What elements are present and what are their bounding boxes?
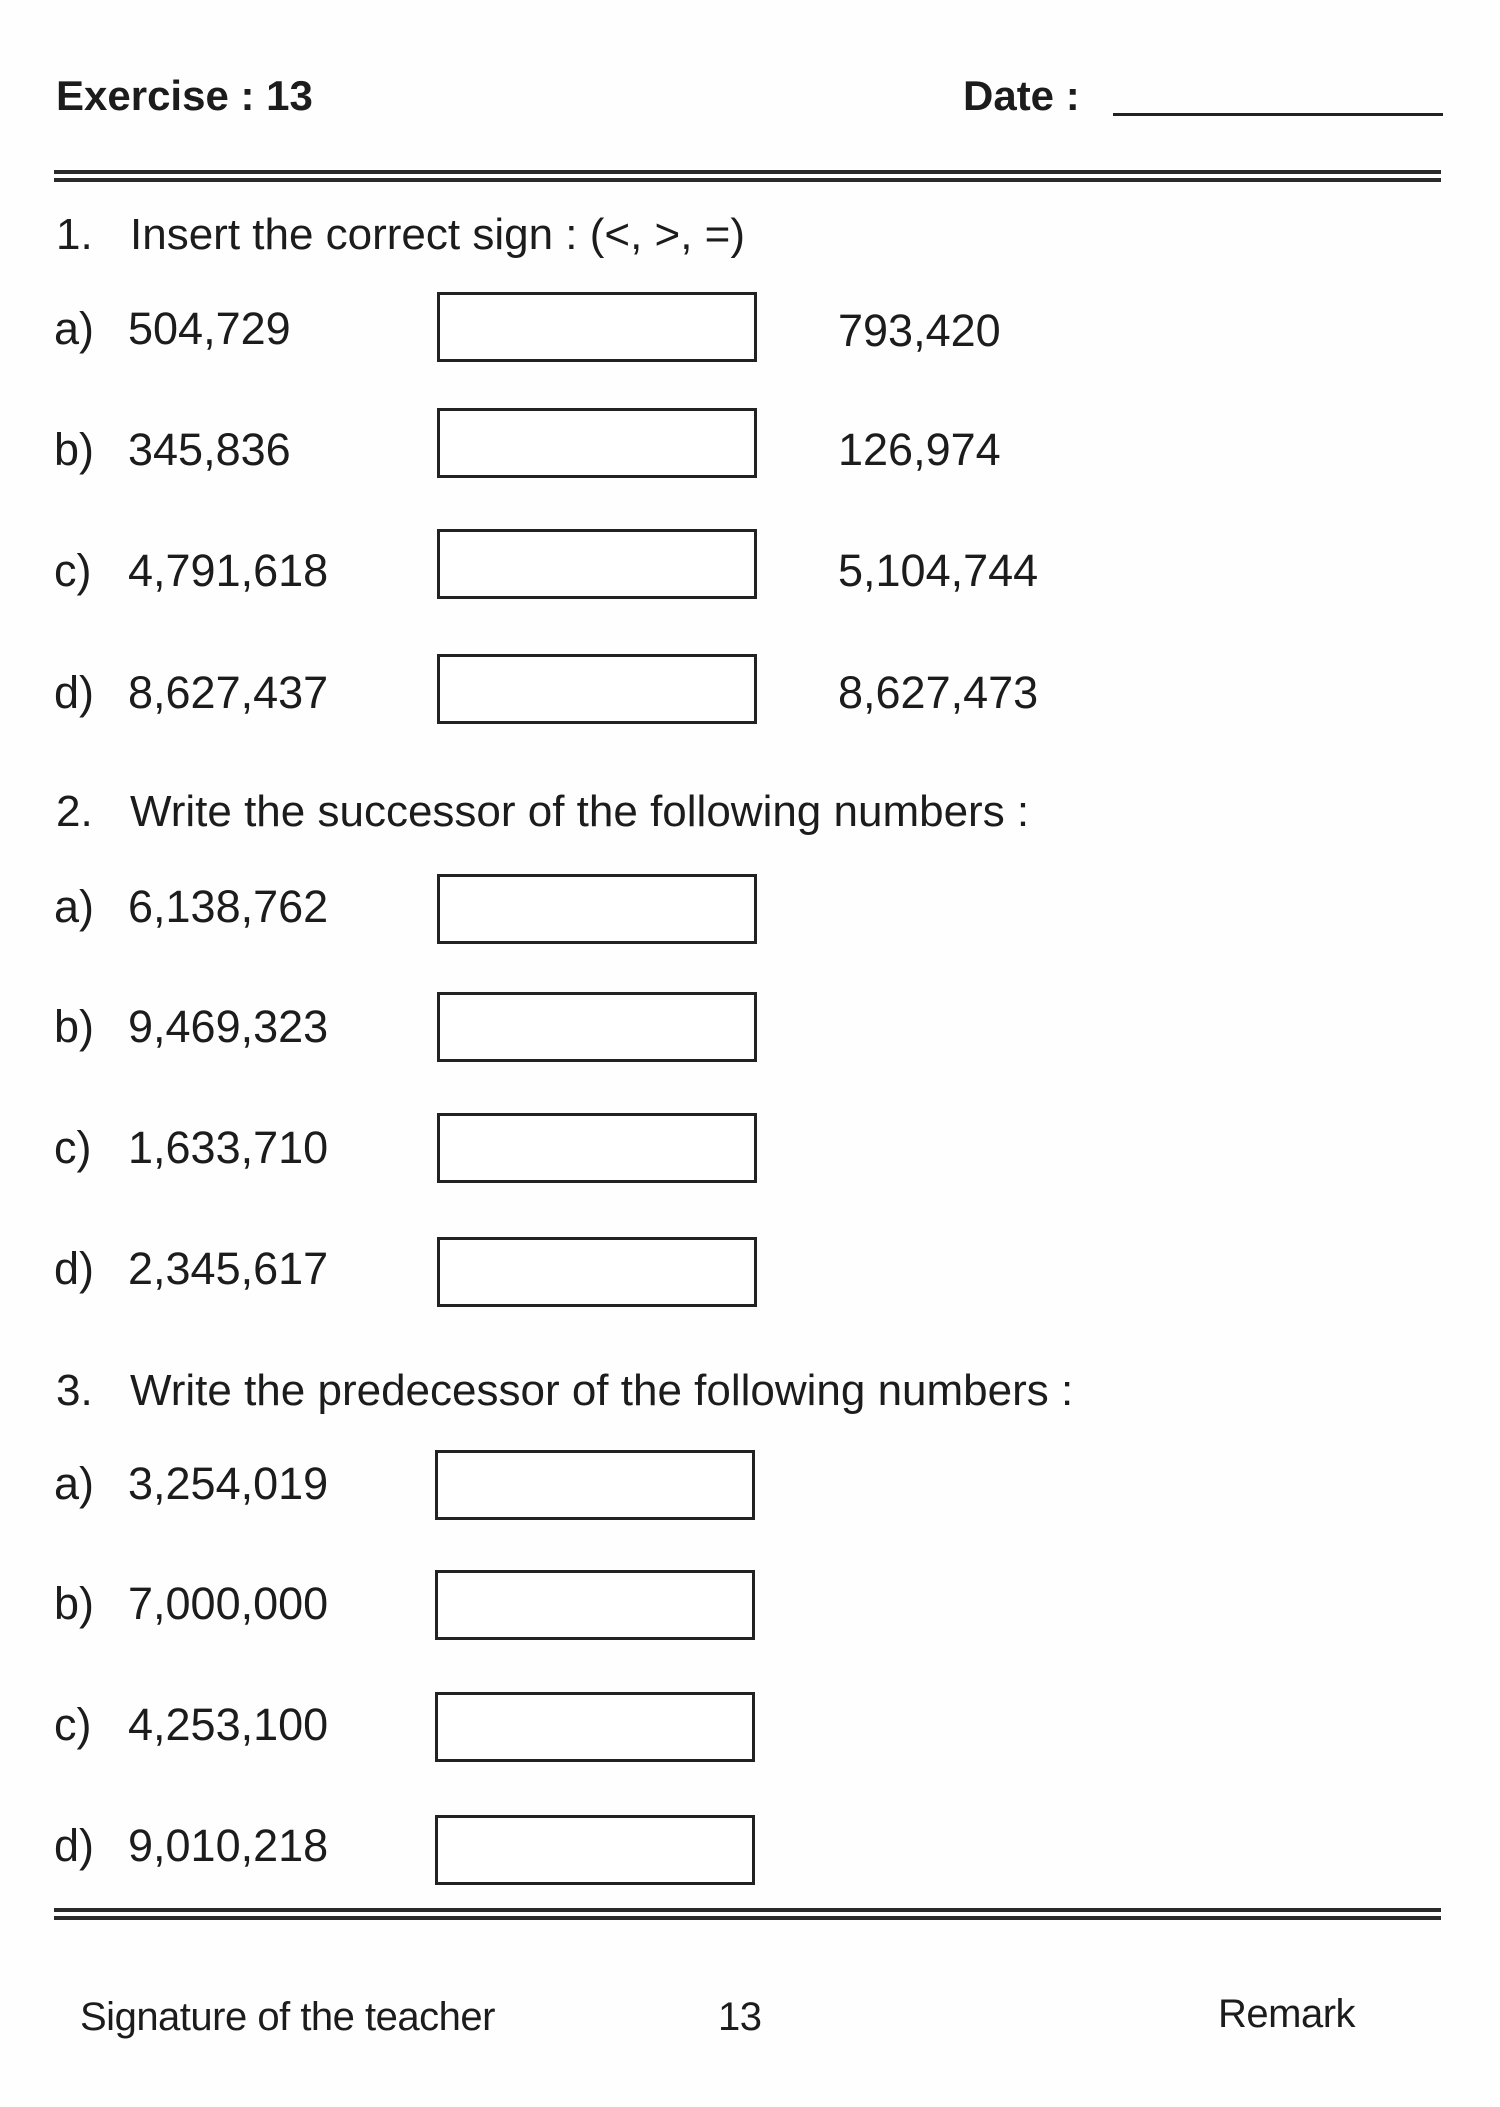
item-number: 4,253,100: [128, 1699, 329, 1750]
answer-box[interactable]: [437, 292, 757, 362]
exercise-title: Exercise : 13: [56, 72, 313, 119]
item-number: 1,633,710: [128, 1122, 329, 1173]
question-text: Insert the correct sign : (<, >, =): [130, 210, 746, 259]
compare-number: 5,104,744: [838, 545, 1039, 596]
item-label: c): [54, 1122, 92, 1173]
item-number: 2,345,617: [128, 1243, 329, 1294]
item-label: c): [54, 1699, 92, 1750]
item-label: b): [54, 424, 95, 475]
question-number: 2.: [56, 787, 93, 836]
compare-number: 8,627,473: [838, 667, 1039, 718]
answer-box[interactable]: [437, 992, 757, 1062]
date-line[interactable]: [1113, 113, 1443, 116]
item-number: 3,254,019: [128, 1458, 329, 1509]
item-label: d): [54, 1820, 95, 1871]
answer-box[interactable]: [437, 1113, 757, 1183]
answer-box[interactable]: [435, 1450, 755, 1520]
item-label: b): [54, 1578, 95, 1629]
item-number: 7,000,000: [128, 1578, 329, 1629]
answer-box[interactable]: [435, 1692, 755, 1762]
answer-box[interactable]: [437, 874, 757, 944]
top-rule-2: [54, 178, 1441, 182]
answer-box[interactable]: [437, 654, 757, 724]
item-number: 504,729: [128, 303, 291, 354]
teacher-signature-label: Signature of the teacher: [80, 1995, 495, 2039]
question-number: 1.: [56, 210, 93, 259]
item-number: 6,138,762: [128, 881, 329, 932]
item-number: 345,836: [128, 424, 291, 475]
question-1: [56, 210, 745, 260]
answer-box[interactable]: [437, 1237, 757, 1307]
question-text: Write the successor of the following numbers :: [130, 787, 1030, 836]
answer-box[interactable]: [435, 1815, 755, 1885]
question-3: [56, 1366, 1073, 1416]
item-label: a): [54, 303, 95, 354]
bottom-rule-1: [54, 1908, 1441, 1912]
question-text: Write the predecessor of the following numbers :: [130, 1366, 1074, 1415]
item-label: c): [54, 545, 92, 596]
compare-number: 793,420: [838, 305, 1001, 356]
item-label: a): [54, 881, 95, 932]
answer-box[interactable]: [435, 1570, 755, 1640]
page-number: 13: [718, 1995, 762, 2039]
compare-number: 126,974: [838, 424, 1001, 475]
date-label: Date :: [963, 72, 1080, 119]
item-label: d): [54, 1243, 95, 1294]
answer-box[interactable]: [437, 408, 757, 478]
item-label: b): [54, 1001, 95, 1052]
item-label: d): [54, 667, 95, 718]
question-number: 3.: [56, 1366, 93, 1415]
item-number: 8,627,437: [128, 667, 329, 718]
item-number: 9,010,218: [128, 1820, 329, 1871]
item-number: 4,791,618: [128, 545, 329, 596]
answer-box[interactable]: [437, 529, 757, 599]
item-number: 9,469,323: [128, 1001, 329, 1052]
bottom-rule-2: [54, 1916, 1441, 1920]
question-2: [56, 787, 1029, 837]
item-label: a): [54, 1458, 95, 1509]
top-rule-1: [54, 170, 1441, 174]
remark-label: Remark: [1218, 1992, 1356, 2036]
